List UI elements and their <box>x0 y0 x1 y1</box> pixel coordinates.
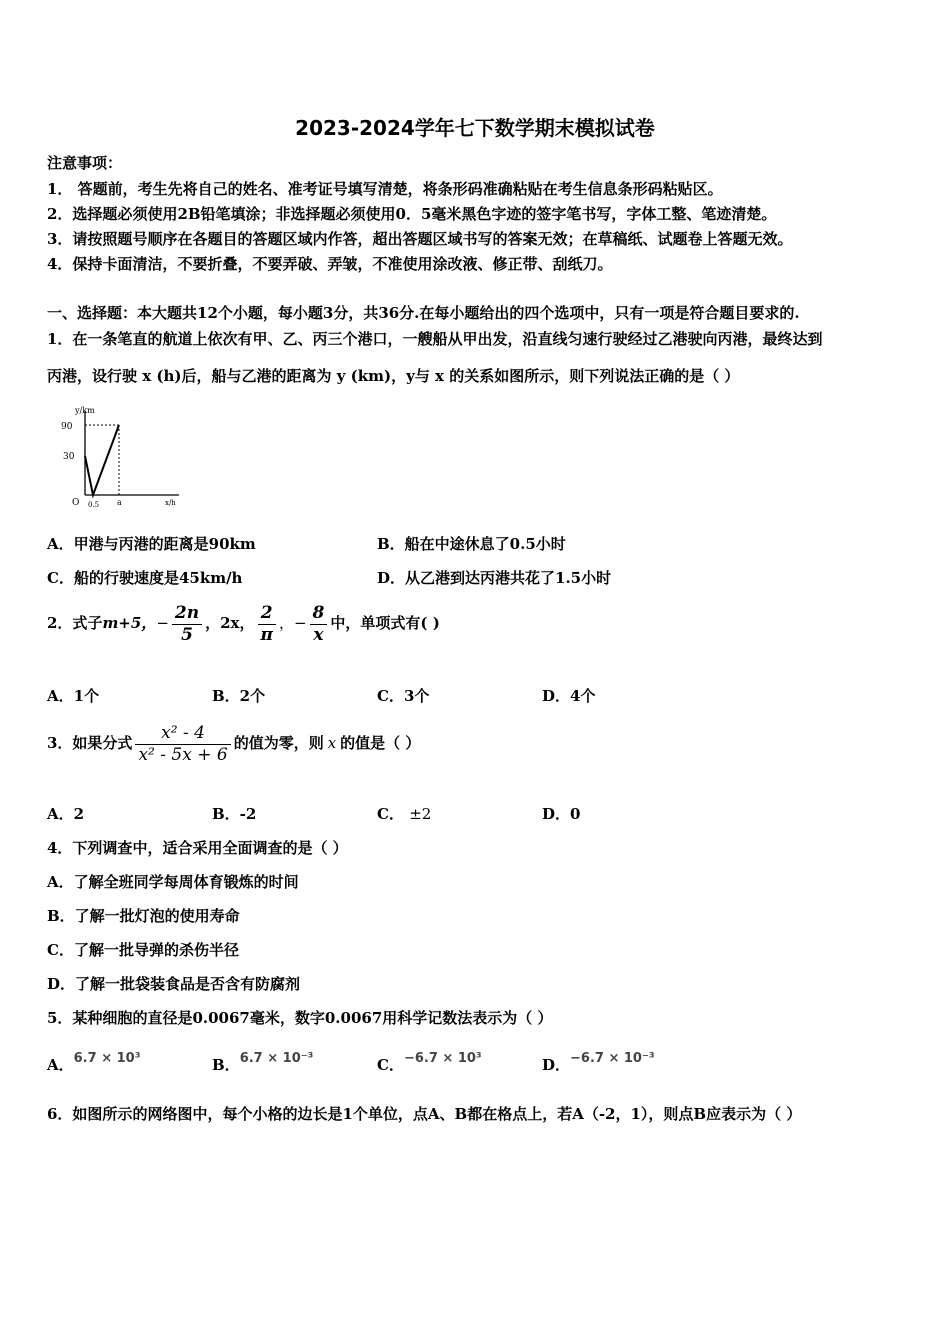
q2-fraction-1: $\frac{2n}{5}$ <box>172 603 202 646</box>
notice-item: 1． 答题前，考生先将自己的姓名、准考证号填写清楚，将条形码准确粘贴在考生信息条形码粘贴区。 <box>47 180 723 198</box>
q2-fraction-2: $\frac{2}{\pi}$ <box>258 603 276 646</box>
q1-option-c: C．船的行驶速度是45km/h <box>47 569 243 587</box>
q1-distance-graph <box>55 403 185 513</box>
q6-stem: 6．如图所示的网络图中，每个小格的边长是1个单位，点A、B都在格点上，若A（-2，1），则点B应表示为（ ） <box>47 1105 802 1123</box>
page-title: 2023-2024学年七下数学期末模拟试卷 <box>295 116 655 140</box>
q4-stem: 4．下列调查中，适合采用全面调查的是（ ） <box>47 839 348 857</box>
q4-option-a: A．了解全班同学每周体育锻炼的时间 <box>47 873 299 891</box>
section-heading: 一、选择题：本大题共12个小题，每小题3分，共36分.在每小题给出的四个选项中，只有一项是符合题目要求的. <box>47 304 800 322</box>
q5-stem: 5．某种细胞的直径是0.0067毫米，数字0.0067用科学记数法表示为（ ） <box>47 1009 553 1027</box>
q5-option-c: C．−6.7 × 10³ <box>377 1051 482 1074</box>
q2-option-c: C．3个 <box>377 687 430 705</box>
graph-tick-half: 0.5 <box>88 501 100 509</box>
notice-item: 3．请按照题号顺序在各题目的答题区域内作答，超出答题区域书写的答案无效；在草稿纸、试题卷上答题无效。 <box>47 230 793 248</box>
graph-ylabel: y/km <box>75 406 95 415</box>
q5-option-a: A．6.7 × 10³ <box>47 1051 141 1074</box>
q3-option-d: D．0 <box>542 805 581 823</box>
q2-fraction-3: $\frac{8}{x}$ <box>310 603 328 646</box>
q4-option-b: B．了解一批灯泡的使用寿命 <box>47 907 240 925</box>
q2-option-a: A．1个 <box>47 687 100 705</box>
q4-option-c: C．了解一批导弹的杀伤半径 <box>47 941 239 959</box>
q1-option-a: A．甲港与丙港的距离是90km <box>47 535 256 553</box>
graph-xlabel: x/h <box>165 499 176 507</box>
q3-option-a: A．2 <box>47 805 85 823</box>
q5-option-b: B．6.7 × 10⁻³ <box>212 1051 314 1074</box>
notice-heading: 注意事项： <box>47 154 123 172</box>
q5-option-d: D．−6.7 × 10⁻³ <box>542 1051 655 1074</box>
q1-option-d: D．从乙港到达丙港共花了1.5小时 <box>377 569 612 587</box>
q4-option-d: D．了解一批袋装食品是否含有防腐剂 <box>47 975 301 993</box>
q2-stem: 2．式子m+5，− $\frac{2n}{5}$ ，2x， $\frac{2}{\pi}$ ，− $\frac{8}{x}$ 中，单项式有( ) <box>47 602 440 645</box>
notice-item: 4．保持卡面清洁，不要折叠，不要弄破、弄皱，不准使用涂改液、修正带、刮纸刀。 <box>47 255 613 273</box>
q3-option-b: B．-2 <box>212 805 257 823</box>
q1-option-b: B．船在中途休息了0.5小时 <box>377 535 566 553</box>
q3-fraction: $\frac{\text{x² - 4}}{\text{x² - 5x + 6}}$ <box>135 723 230 766</box>
graph-tick-a: a <box>117 498 122 507</box>
q1-stem-line1: 1．在一条笔直的航道上依次有甲、乙、丙三个港口，一艘船从甲出发，沿直线匀速行驶经过乙港驶向丙港，最终达到 <box>47 330 823 348</box>
q1-stem-line2: 丙港，设行驶 x (h)后，船与乙港的距离为 y (km)，y与 x 的关系如图所示，则下列说法正确的是（ ） <box>47 367 740 385</box>
notice-item: 2．选择题必须使用2B铅笔填涂；非选择题必须使用0．5毫米黑色字迹的签字笔书写，字体工整、笔迹清楚。 <box>47 205 777 223</box>
q3-option-c: C． ±2 <box>377 805 432 823</box>
q2-option-d: D．4个 <box>542 687 596 705</box>
graph-origin: O <box>72 498 80 508</box>
q3-stem: 3．如果分式 $\frac{\text{x² - 4}}{\text{x² - 5x + 6}}$ 的值为零，则 x 的值是（ ） <box>47 722 421 765</box>
q2-option-b: B．2个 <box>212 687 266 705</box>
graph-tick-90: 90 <box>61 422 73 432</box>
graph-tick-30: 30 <box>63 452 75 462</box>
